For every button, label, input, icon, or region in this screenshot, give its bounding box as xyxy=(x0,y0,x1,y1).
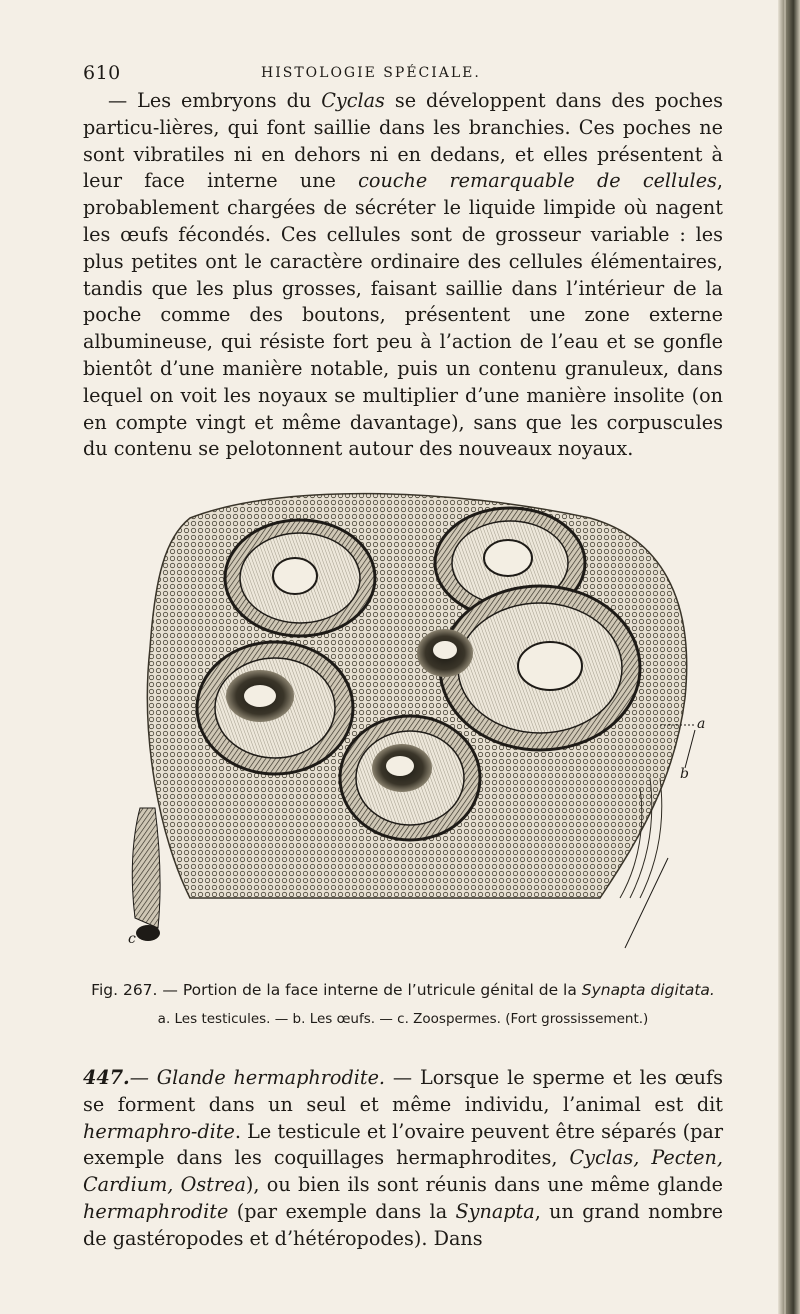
paragraph-cyclas: — Les embryons du Cyclas se développent dans des poches particu-lières, qui font saillie dans les branchies. Ces poches ne sont vibratiles ni en dehors ni en dedans, et elles présentent à leur face interne une couche remarquable de cellules, probablement chargées de sécréter le liquide limpide où nagent les œufs fécondés. Ces cellules sont de grosseur variable : les plus petites ont le caractère ordinaire des cellules élémentaires, tandis que les plus grosses, faisant saillie dans l’intérieur de la poche comme des boutons, présentent une zone externe albumineuse, qui résiste fort peu à l’action de l’eau et se gonfle bientôt d’une manière notable, puis un contenu granuleux, dans lequel on voit les noyaux se multiplier d’une manière insolite (on en compte vingt et même davantage), sans que les corpuscules du contenu se pelotonnent autour des nouveaux noyaux. xyxy=(83,89,724,461)
section-number: 447. xyxy=(83,1066,130,1089)
figure-caption: Fig. 267. — Portion de la face interne de l’utricule génital de la Synapta digitata. xyxy=(91,981,715,999)
label-c: c xyxy=(128,931,136,947)
paragraph-glande-hermaphrodite: 447.— Glande hermaphrodite. — Lorsque le sperme et les œufs se forment dans un seul et même individu, l’animal est dit hermaphro-dite. Le testicule et l’ovaire peuvent être séparés (par exemple dans les coquillages hermaphrodites, Cyclas, Pecten, Cardium, Ostrea), ou bien ils sont réunis dans une même glande hermaphrodite (par exemple dans la Synapta, un grand nombre de gastéropodes et d’hétéropodes). Dans xyxy=(83,1066,724,1250)
page-header xyxy=(83,62,723,84)
label-a: a xyxy=(697,716,706,732)
figure-illustration xyxy=(120,478,720,958)
page-edge-shadow xyxy=(778,0,800,1314)
synapta-utricle-engraving xyxy=(120,478,720,958)
zoosperm-tuft xyxy=(132,808,160,941)
running-head: HISTOLOGIE SPÉCIALE. xyxy=(261,65,481,81)
section-heading: — Glande hermaphrodite. xyxy=(129,1066,386,1089)
label-b: b xyxy=(680,766,689,782)
page-number: 610 xyxy=(83,62,121,84)
figure-legend: a. Les testicules. — b. Les œufs. — c. Zoospermes. (Fort grossissement.) xyxy=(157,1011,649,1027)
